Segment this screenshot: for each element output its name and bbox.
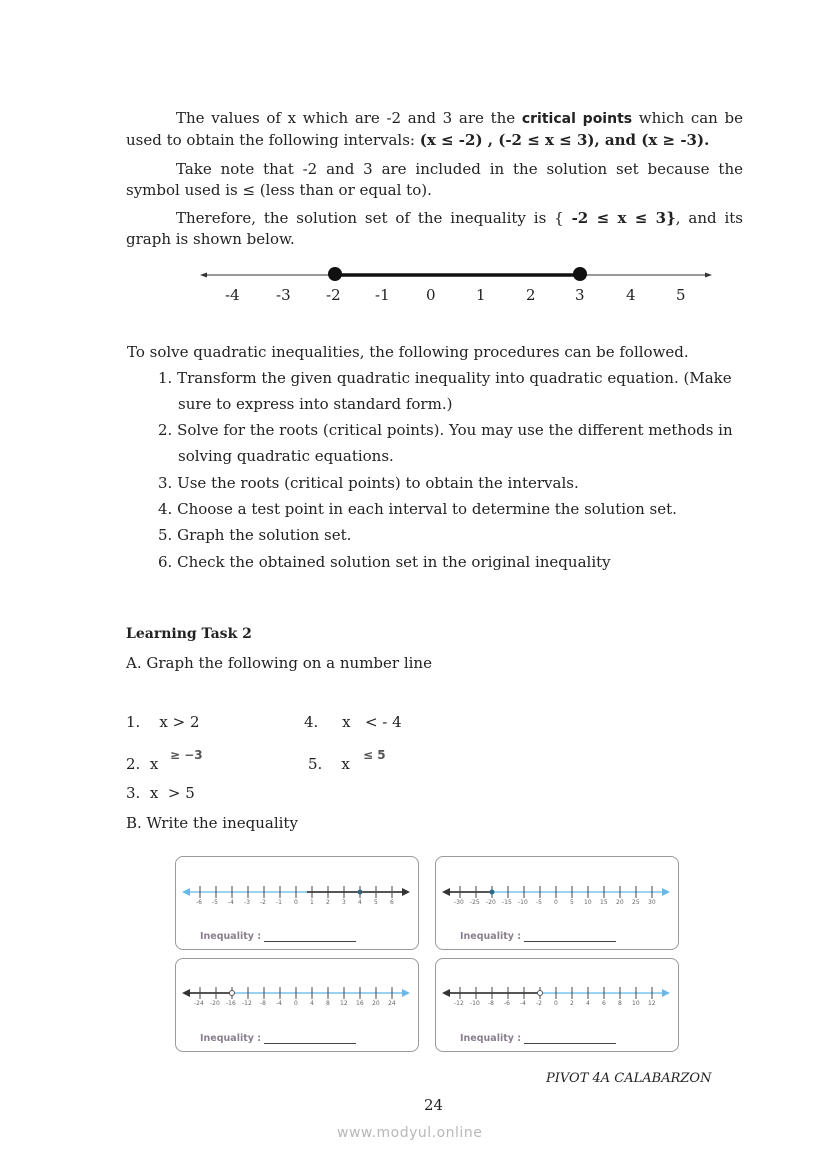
tick-labels: -4 -3 -2 -1 0 1 2 3 4 5	[225, 286, 686, 304]
right-arrow-icon	[662, 888, 670, 896]
right-arrow-icon	[402, 888, 410, 896]
part-a-instruction: A. Graph the following on a number line	[126, 654, 432, 672]
left-arrow-icon	[182, 888, 190, 896]
critical-points-paragraph: The values of x which are -2 and 3 are the critical points which can be used to obtain the following intervals: (x ≤ -2) , (-2 ≤ x ≤ 3), and (x ≥ -3).	[126, 109, 744, 149]
task-item-2-relation: ≥ −3	[170, 748, 203, 762]
left-arrow-icon	[182, 989, 190, 997]
solution-set-paragraph: Therefore, the solution set of the inequality is { -2 ≤ x ≤ 3}, and its graph is shown below.	[126, 209, 743, 248]
inequality-label: Inequality :	[200, 931, 262, 942]
inequality-card-3: -24 -20 -16 -12 -8 -4 0 4 8 12 16 20 24 Inequality :	[175, 958, 419, 1052]
source-footer: PIVOT 4A CALABARZON	[546, 1071, 712, 1086]
inequality-answer-blank[interactable]	[264, 1043, 356, 1044]
inequality-card-2: -30 -25 -20 -15 -10 -5 0 5 10 15 20 25 30 Inequality :	[435, 856, 679, 950]
note-paragraph: Take note that -2 and 3 are included in the solution set because the symbol used is ≤ (less than or equal to).	[126, 160, 743, 199]
inequality-label: Inequality :	[460, 931, 522, 942]
learning-task-title: Learning Task 2	[126, 626, 252, 642]
task-item-2: 2. x	[126, 755, 159, 773]
right-arrow-icon	[402, 989, 410, 997]
solution-set-text: -2 ≤ x ≤ 3}	[571, 209, 676, 227]
critical-points-term: critical points	[521, 111, 633, 127]
procedure-intro: To solve quadratic inequalities, the following procedures can be followed.	[127, 343, 689, 361]
inequality-card-4: -12 -10 -8 -6 -4 -2 0 2 4 6 8 10 12 Inequality :	[435, 958, 679, 1052]
inequality-label: Inequality :	[200, 1033, 262, 1044]
right-arrow-icon	[662, 989, 670, 997]
task-item-5-relation: ≤ 5	[363, 748, 386, 762]
closed-point-3	[573, 267, 587, 281]
left-arrow-icon	[200, 273, 207, 278]
task-item-1: 1. x > 2	[126, 713, 200, 731]
page-number: 24	[424, 1096, 444, 1114]
part-b-instruction: B. Write the inequality	[126, 814, 298, 832]
task-item-5: 5. x	[308, 755, 350, 773]
intervals-text: (x ≤ -2) , (-2 ≤ x ≤ 3), and (x ≥ -3).	[419, 131, 710, 149]
inequality-answer-blank[interactable]	[524, 1043, 616, 1044]
solution-number-line	[198, 262, 714, 308]
task-item-4: 4. x < - 4	[304, 713, 402, 731]
task-item-3: 3. x > 5	[126, 784, 195, 802]
watermark: www.modyul.online	[337, 1125, 483, 1141]
left-arrow-icon	[442, 989, 450, 997]
closed-point-neg2	[328, 267, 342, 281]
inequality-answer-blank[interactable]	[524, 941, 616, 942]
inequality-label: Inequality :	[460, 1033, 522, 1044]
right-arrow-icon	[705, 273, 712, 278]
inequality-answer-blank[interactable]	[264, 941, 356, 942]
left-arrow-icon	[442, 888, 450, 896]
inequality-card-1: -6 -5 -4 -3 -2 -1 0 1 2 3 4 5 6 Inequality :	[175, 856, 419, 950]
